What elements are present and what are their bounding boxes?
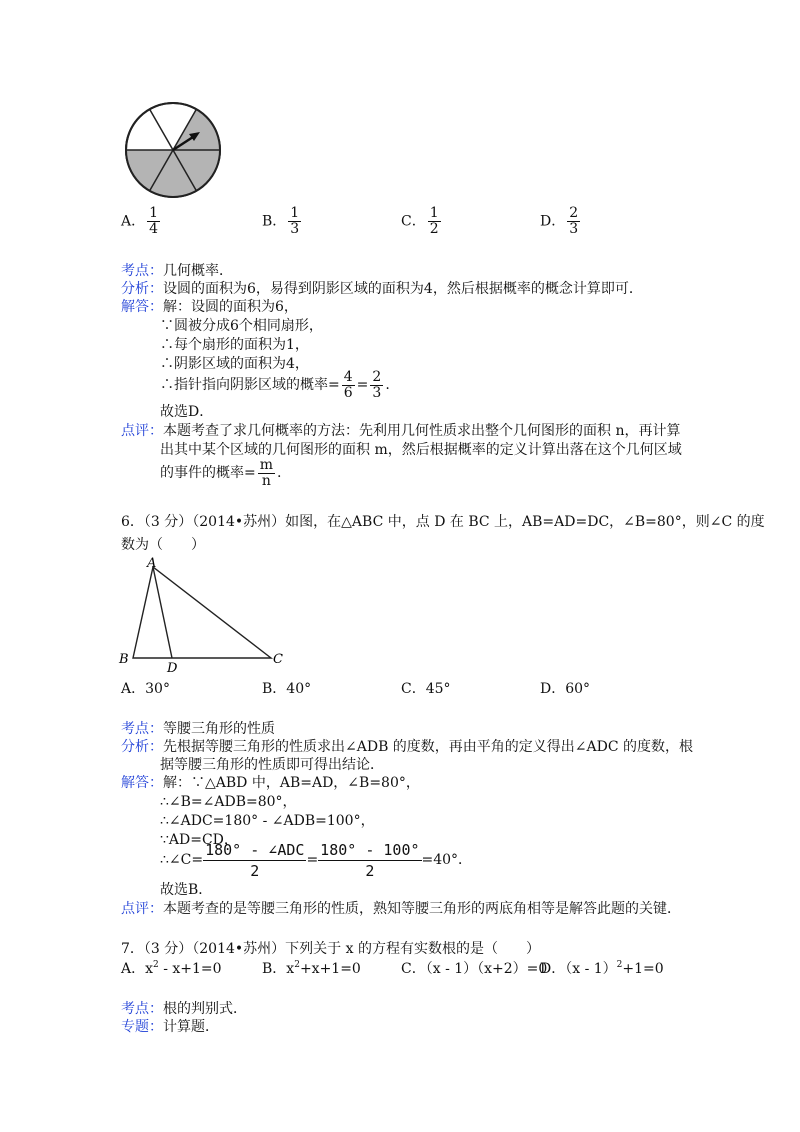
q6-option-a[interactable] — [121, 680, 170, 698]
option-letter: B． — [262, 681, 287, 697]
triangle-figure — [115, 555, 295, 675]
analysis-line: 据等腰三角形的性质即可得出结论． — [160, 757, 384, 773]
fraction-numerator: 180° - 100° — [320, 840, 420, 859]
q5-option-d[interactable] — [540, 206, 582, 237]
equals-sign: = — [356, 377, 369, 393]
vertex-label-d: D — [167, 661, 178, 675]
section-label: 解答： — [121, 775, 163, 791]
section-label: 考点： — [121, 721, 163, 737]
option-letter: A． — [121, 213, 146, 230]
section-label: 分析： — [121, 739, 163, 755]
question-stem: 7．（3 分）（2014•苏州）下列关于 x 的方程有实数根的是（ ） — [121, 941, 540, 957]
comment-line: 出其中某个区域的几何图形的面积 m，然后根据概率的定义计算出落在这个几何区域 — [160, 442, 682, 458]
section-text: 先根据等腰三角形的性质求出∠ADB 的度数，再由平角的定义得出∠ADC 的度数，根 — [163, 739, 694, 755]
solution-text: ∴∠C= — [160, 852, 204, 868]
q6-option-d[interactable] — [540, 680, 590, 698]
solution-line: ∵AD=CD， — [160, 832, 238, 848]
q6-jieda — [121, 774, 420, 792]
fraction-numerator: 2 — [569, 205, 579, 221]
option-letter: A． — [121, 961, 146, 977]
period: . — [385, 377, 390, 393]
solution-line: ∴∠B=∠ADB=80°， — [160, 794, 297, 810]
option-text: （x - 1） — [565, 961, 617, 977]
section-text: 根的判别式． — [163, 1001, 247, 1017]
q6-dianping — [121, 900, 681, 918]
section-label: 考点： — [121, 263, 163, 279]
section-label: 解答： — [121, 299, 163, 315]
fraction-denominator: 2 — [365, 861, 375, 880]
q7-option-a[interactable] — [121, 960, 222, 978]
option-letter: C． — [401, 961, 426, 977]
section-text: 解：∵△ABD 中，AB=AD，∠B=80°， — [163, 775, 420, 791]
option-text: （x - 1）（x+2）=0 — [425, 961, 548, 977]
fraction-numerator: 180° - ∠ADC — [205, 840, 305, 859]
solution-line: ∵圆被分成6个相同扇形， — [160, 318, 323, 334]
option-text: 30° — [145, 681, 170, 697]
q7-option-b[interactable] — [262, 960, 361, 978]
solution-line-fraction — [160, 368, 390, 402]
section-text: 设圆的面积为6，易得到阴影区域的面积为4，然后根据概率的概念计算即可． — [163, 281, 643, 297]
vertex-label-c: C — [273, 652, 283, 667]
fraction-numerator: 2 — [372, 368, 382, 385]
q7-kaodian — [121, 1000, 247, 1018]
fraction-numerator: 1 — [149, 205, 159, 221]
fraction-denominator: 3 — [290, 221, 300, 237]
comment-text: 的事件的概率= — [160, 465, 256, 481]
result-text: =40°． — [421, 852, 473, 868]
option-text: +x+1=0 — [299, 961, 361, 977]
q6-option-b[interactable] — [262, 680, 311, 698]
option-letter: D． — [540, 961, 566, 977]
q5-fenxi — [121, 280, 643, 298]
solution-line: 故选D． — [160, 404, 214, 420]
option-text: +1=0 — [622, 961, 664, 977]
section-label: 分析： — [121, 281, 163, 297]
solution-line: ∴∠ADC=180° - ∠ADB=100°， — [160, 813, 375, 829]
option-letter: B． — [262, 213, 287, 230]
section-text: 本题考查了求几何概率的方法：先利用几何性质求出整个几何图形的面积 n，再计算 — [163, 423, 681, 439]
fraction-numerator: m — [259, 456, 274, 473]
fraction-numerator: 1 — [290, 205, 300, 221]
fraction-numerator: 4 — [343, 368, 353, 385]
option-text: x — [286, 961, 295, 977]
option-letter: D． — [540, 213, 566, 230]
fraction-denominator: 4 — [149, 221, 159, 237]
q7-zhuanti — [121, 1018, 219, 1036]
option-text: x — [145, 961, 154, 977]
fraction-denominator: n — [261, 472, 271, 489]
q6-kaodian — [121, 720, 275, 738]
section-label: 点评： — [121, 423, 163, 439]
q6-fenxi — [121, 738, 693, 756]
option-letter: D． — [540, 681, 566, 697]
exponent: 2 — [294, 960, 300, 970]
q7-option-c[interactable] — [401, 960, 547, 978]
solution-line: ∴阴影区域的面积为4， — [160, 356, 309, 372]
solution-text: ∴指针指向阴影区域的概率= — [160, 377, 340, 393]
section-text: 解：设圆的面积为6， — [163, 299, 298, 315]
option-text: 45° — [425, 681, 451, 697]
q5-kaodian — [121, 262, 233, 280]
option-text: - x+1=0 — [158, 961, 222, 977]
solution-line: 故选B． — [160, 882, 213, 898]
spinner-figure — [120, 100, 230, 200]
fraction-denominator: 6 — [343, 384, 353, 401]
section-text: 计算题． — [163, 1019, 219, 1035]
section-text: 等腰三角形的性质 — [163, 721, 275, 737]
fraction-denominator: 3 — [372, 384, 382, 401]
q6-option-c[interactable] — [401, 680, 451, 698]
fraction-denominator: 3 — [569, 221, 579, 237]
q5-option-c[interactable] — [401, 206, 443, 237]
section-text: 本题考查的是等腰三角形的性质，熟知等腰三角形的两底角相等是解答此题的关键． — [163, 901, 681, 917]
question-stem: 数为（ ） — [121, 537, 205, 553]
fraction-denominator: 2 — [250, 861, 260, 880]
q5-option-b[interactable] — [262, 206, 303, 237]
exponent: 2 — [153, 960, 159, 970]
option-letter: C． — [401, 213, 426, 230]
q5-option-a[interactable] — [121, 206, 162, 237]
comment-line-fraction — [160, 456, 281, 490]
section-label: 考点： — [121, 1001, 163, 1017]
solution-line: ∴每个扇形的面积为1， — [160, 337, 309, 353]
section-text: 几何概率． — [163, 263, 233, 279]
option-letter: B． — [262, 961, 287, 977]
option-letter: C． — [401, 681, 426, 697]
section-label: 点评： — [121, 901, 163, 917]
exponent: 2 — [616, 960, 623, 970]
section-label: 专题： — [121, 1019, 163, 1035]
option-text: 40° — [286, 681, 312, 697]
fraction-numerator: 1 — [429, 205, 439, 221]
period: . — [277, 465, 282, 481]
vertex-label-a: A — [147, 556, 157, 571]
question-stem: 6．（3 分）（2014•苏州）如图，在△ABC 中，点 D 在 BC 上，AB=AD=DC，∠B=80°，则∠C 的度 — [121, 514, 765, 530]
equals-sign: = — [306, 852, 319, 868]
fraction-denominator: 2 — [429, 221, 439, 237]
q5-dianping — [121, 422, 680, 440]
option-letter: A． — [121, 681, 146, 697]
q5-jieda — [121, 298, 298, 316]
solution-line-fraction — [160, 838, 472, 882]
vertex-label-b: B — [119, 652, 129, 667]
option-text: 60° — [565, 681, 591, 697]
q7-option-d[interactable] — [540, 960, 664, 978]
